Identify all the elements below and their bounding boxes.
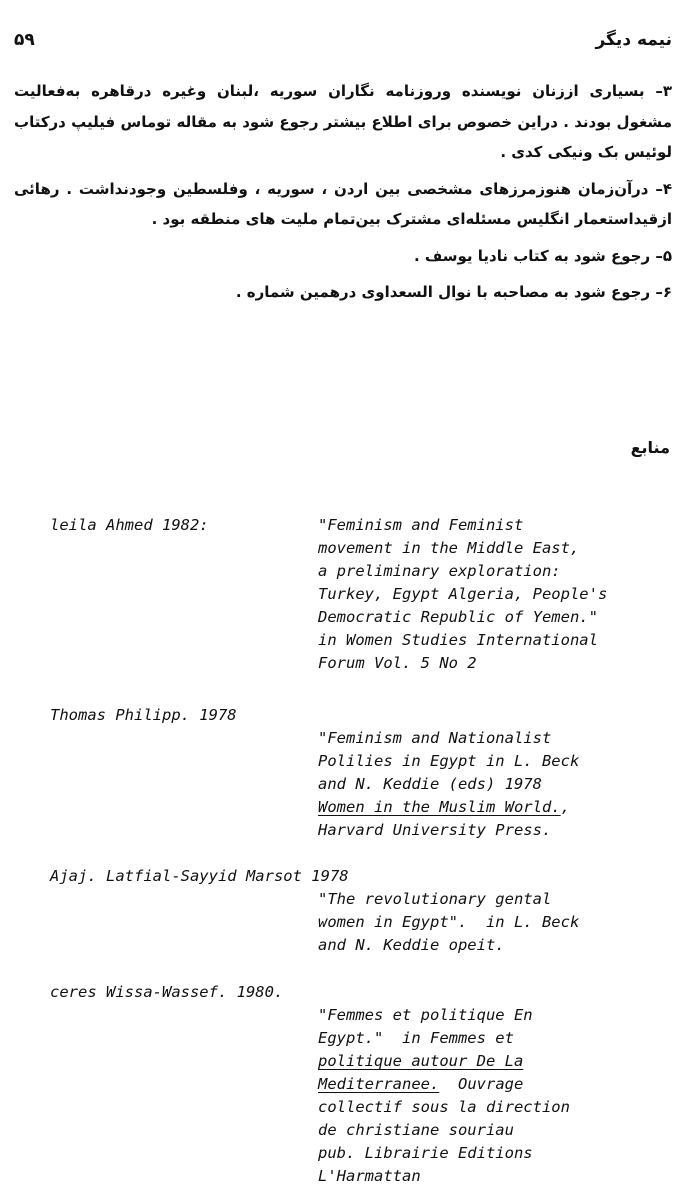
reference-author: Thomas Philipp. 1978 [50, 706, 237, 724]
citation-line [318, 1165, 678, 1188]
citation-text: women in Egypt". in L. Beck [318, 913, 580, 931]
citation-text: Turkey, Egypt Algeria, People's [318, 585, 608, 603]
citation-line [318, 629, 678, 652]
citation-line [318, 514, 678, 537]
citation-text: Egypt." in Femmes et [318, 1029, 514, 1047]
citation-line [318, 652, 678, 675]
citation-text: in Women Studies International [318, 631, 598, 649]
page-header [14, 30, 672, 60]
citation-line [318, 819, 678, 842]
citation-line [318, 727, 678, 750]
citation-tail: Ouvrage [439, 1075, 524, 1093]
citation-text: "The revolutionary gental [318, 890, 552, 908]
citation-text: Forum Vol. 5 No 2 [318, 654, 477, 672]
citation-line [318, 1119, 678, 1142]
footnote-5: ۵– رجوع شود به کتاب نادیا یوسف . [413, 246, 672, 265]
citation-text: Women in the Muslim World. [318, 798, 561, 816]
citation-text: Harvard University Press. [318, 821, 552, 839]
citation-text: movement in the Middle East, [318, 539, 580, 557]
reference-author: leila Ahmed 1982: [50, 516, 209, 534]
citation-text: Democratic Republic of Yemen." [318, 608, 598, 626]
citation-text: and N. Keddie (eds) 1978 [318, 775, 542, 793]
citation-line [318, 1004, 678, 1027]
citation-line [318, 1142, 678, 1165]
citation-line [318, 1027, 678, 1050]
footnote-4: ۴– درآن‌زمان هنوزمرزهای مشخصی بین اردن ، سوریه ، وفلسطین وجودنداشت . رهائی ازقیداستعمار انگلیس مسئله‌ای مشترک بین‌تمام ملیت های منطقه بود . [14, 179, 672, 228]
footnotes [14, 76, 672, 314]
citation-text: "Feminism and Feminist [318, 516, 524, 534]
reference-author: ceres Wissa-Wassef. 1980. [50, 983, 284, 1001]
page-number: ۵۹ [14, 30, 35, 50]
footnote-6: ۶– رجوع شود به مصاحبه با نوال السعداوی درهمین شماره . [235, 283, 672, 301]
citation-line [318, 537, 678, 560]
citation-line [318, 1050, 678, 1073]
citation-tail: , [560, 798, 570, 816]
journal-title: نیمه دیگر [595, 30, 672, 50]
citation-text: pub. Librairie Editions [318, 1144, 533, 1162]
citation-text: and N. Keddie opeit. [318, 936, 505, 954]
sources-heading: منابع [630, 438, 670, 457]
citation-line [318, 750, 678, 773]
citation-line [318, 911, 678, 934]
citation-line [318, 773, 678, 796]
reference-citation [318, 727, 678, 842]
reference-citation [318, 888, 678, 957]
citation-text: Polilies in Egypt in L. Beck [318, 752, 580, 770]
reference-citation [318, 514, 678, 675]
reference-citation [318, 1004, 678, 1188]
citation-text: Mediterranee. [318, 1075, 440, 1093]
citation-text: de christiane souriau [318, 1121, 514, 1139]
citation-line [318, 1073, 678, 1096]
citation-text: "Feminism and Nationalist [318, 729, 552, 747]
citation-text: L'Harmattan [318, 1167, 421, 1185]
citation-line [318, 606, 678, 629]
citation-line [318, 888, 678, 911]
reference-author: Ajaj. Latfial-Sayyid Marsot 1978 [50, 867, 349, 885]
citation-text: a preliminary exploration: [318, 562, 561, 580]
citation-line [318, 796, 678, 819]
citation-text: "Femmes et politique En [318, 1006, 533, 1024]
citation-line [318, 583, 678, 606]
citation-line [318, 1096, 678, 1119]
footnote-3: ۳– بسیاری اززنان نویسنده وروزنامه نگاران سوریه ،لبنان وغیره درقاهره به‌فعالیت مشغول بودند . دراین خصوص برای اطلاع بیشتر رجوع شود به مقاله توماس فیلیپ درکتاب لوئیس بک ونیکی کدی . [14, 82, 672, 161]
citation-line [318, 934, 678, 957]
citation-text: politique autour De La [318, 1052, 524, 1070]
citation-line [318, 560, 678, 583]
citation-text: collectif sous la direction [318, 1098, 570, 1116]
